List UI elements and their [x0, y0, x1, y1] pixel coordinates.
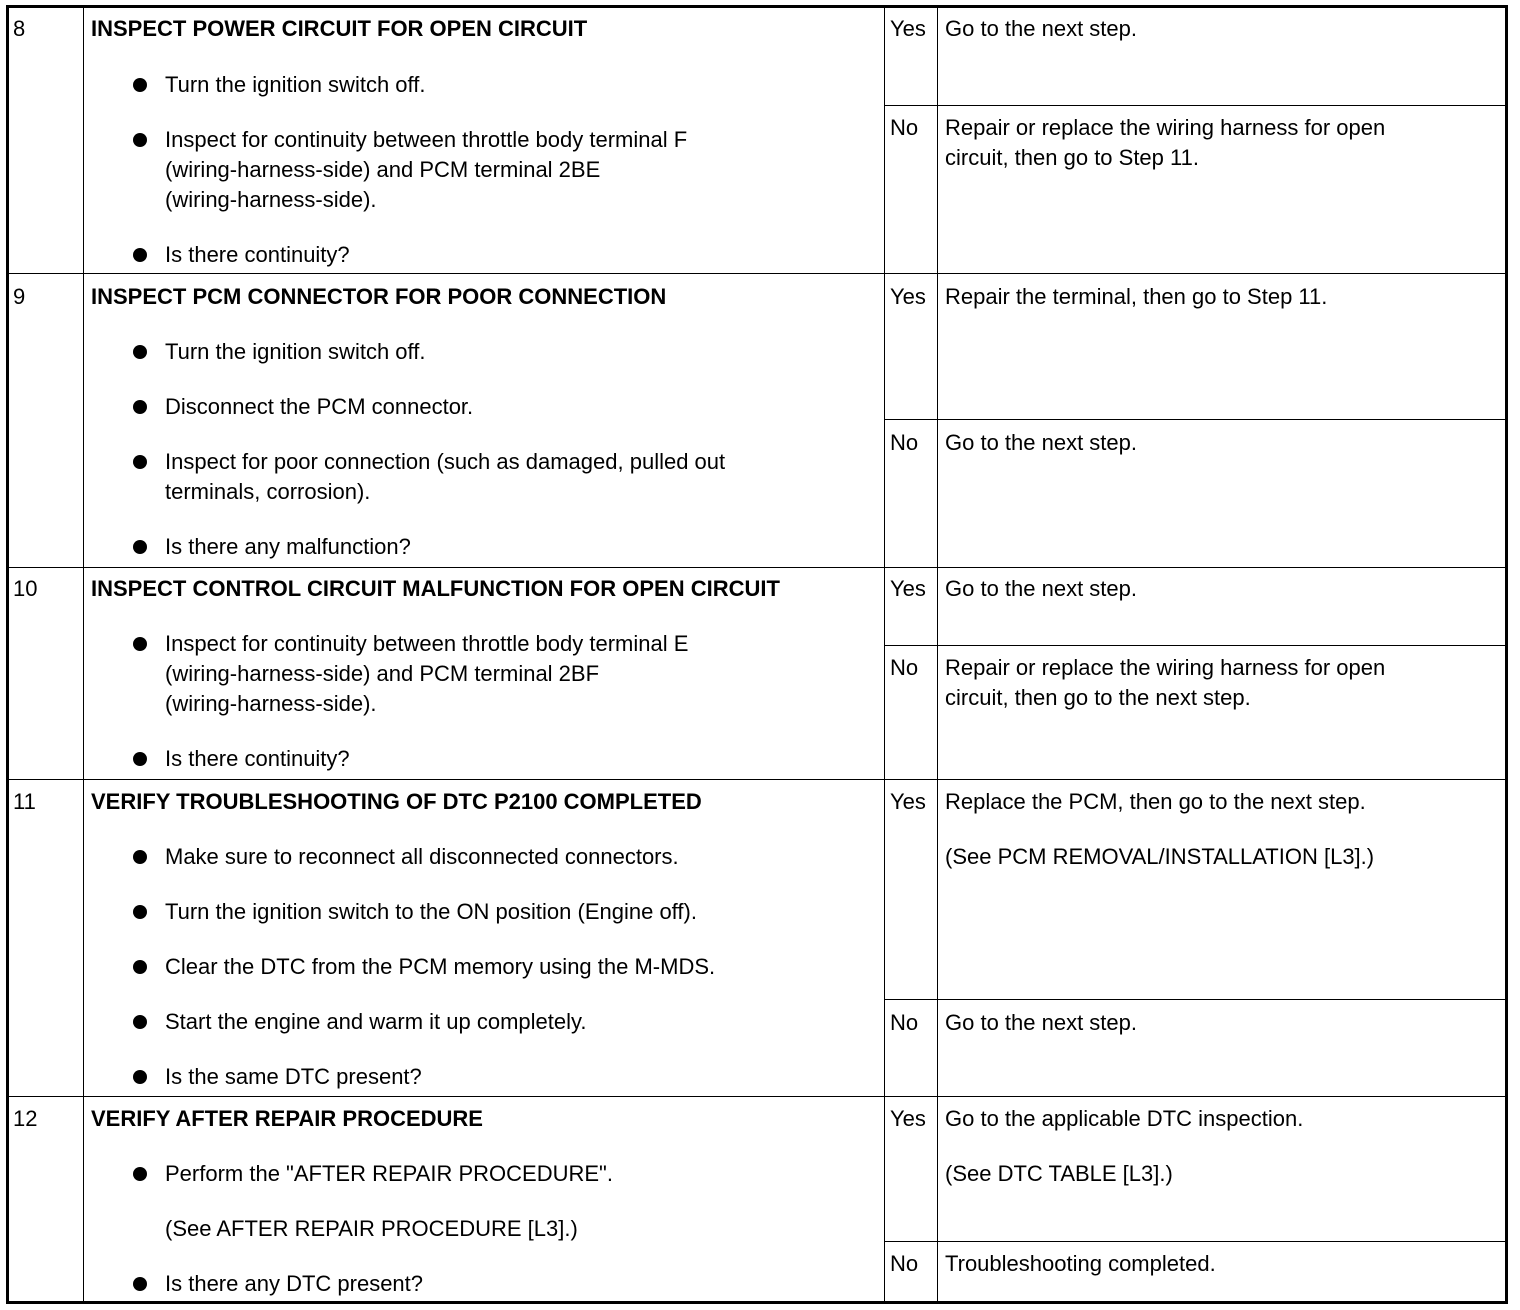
yes-label: Yes: [890, 1106, 926, 1131]
yes-no-divider: [885, 419, 1505, 420]
yes-label: Yes: [890, 284, 926, 309]
step-title: INSPECT POWER CIRCUIT FOR OPEN CIRCUIT: [91, 16, 588, 41]
step-number: 10: [13, 576, 38, 601]
step-instruction: Perform the "AFTER REPAIR PROCEDURE".: [165, 1161, 613, 1186]
step-title: VERIFY TROUBLESHOOTING OF DTC P2100 COMPLETED: [91, 789, 702, 814]
step-instruction-cont: terminals, corrosion).: [165, 479, 371, 504]
row-divider: [9, 567, 1505, 568]
yes-action: Go to the applicable DTC inspection.: [945, 1106, 1304, 1131]
bullet-icon: [133, 1015, 147, 1029]
bullet-icon: [133, 850, 147, 864]
yes-action-reference: (See DTC TABLE [L3].): [945, 1161, 1173, 1186]
no-action: Go to the next step.: [945, 430, 1138, 455]
no-action: Troubleshooting completed.: [945, 1251, 1216, 1276]
bullet-icon: [133, 905, 147, 919]
step-number: 12: [13, 1106, 38, 1131]
step-title: INSPECT CONTROL CIRCUIT MALFUNCTION FOR OPEN CIRCUIT: [91, 576, 780, 601]
step-question: Is the same DTC present?: [165, 1064, 422, 1089]
yes-action: Replace the PCM, then go to the next step.: [945, 789, 1366, 814]
step-instruction: Make sure to reconnect all disconnected connectors.: [165, 844, 679, 869]
yes-action: Go to the next step.: [945, 576, 1138, 601]
yes-action-reference: (See PCM REMOVAL/INSTALLATION [L3].): [945, 844, 1375, 869]
row-divider: [9, 779, 1505, 780]
no-action-cont: circuit, then go to the next step.: [945, 685, 1251, 710]
bullet-icon: [133, 637, 147, 651]
step-instruction: Start the engine and warm it up completely.: [165, 1009, 587, 1034]
step-instruction: Disconnect the PCM connector.: [165, 394, 474, 419]
step-question: Is there any DTC present?: [165, 1271, 424, 1296]
yes-label: Yes: [890, 789, 926, 814]
column-divider-action: [937, 8, 938, 1301]
step-question: Is there any malfunction?: [165, 534, 411, 559]
yes-action: Go to the next step.: [945, 16, 1138, 41]
bullet-icon: [133, 1167, 147, 1181]
no-action: Go to the next step.: [945, 1010, 1138, 1035]
bullet-icon: [133, 345, 147, 359]
step-instruction-cont: (wiring-harness-side).: [165, 187, 377, 212]
yes-no-divider: [885, 1241, 1505, 1242]
step-question: Is there continuity?: [165, 242, 350, 267]
column-divider-yes-no: [884, 8, 885, 1301]
row-divider: [9, 273, 1505, 274]
bullet-icon: [133, 248, 147, 262]
step-instruction-cont: (wiring-harness-side) and PCM terminal 2BF: [165, 661, 600, 686]
no-label: No: [890, 1010, 919, 1035]
bullet-icon: [133, 78, 147, 92]
no-action-cont: circuit, then go to Step 11.: [945, 145, 1199, 170]
step-number: 8: [13, 16, 26, 41]
yes-no-divider: [885, 645, 1505, 646]
no-label: No: [890, 655, 919, 680]
step-instruction-cont: (wiring-harness-side) and PCM terminal 2BE: [165, 157, 601, 182]
no-action: Repair or replace the wiring harness for open: [945, 115, 1386, 140]
step-instruction: Inspect for poor connection (such as damaged, pulled out: [165, 449, 726, 474]
row-divider: [9, 1096, 1505, 1097]
yes-label: Yes: [890, 16, 926, 41]
no-label: No: [890, 1251, 919, 1276]
bullet-icon: [133, 455, 147, 469]
step-instruction-cont: (wiring-harness-side).: [165, 691, 377, 716]
yes-action: Repair the terminal, then go to Step 11.: [945, 284, 1328, 309]
step-number: 11: [13, 789, 36, 814]
step-instruction: Turn the ignition switch off.: [165, 339, 426, 364]
step-instruction: Inspect for continuity between throttle body terminal F: [165, 127, 688, 152]
step-title: INSPECT PCM CONNECTOR FOR POOR CONNECTION: [91, 284, 667, 309]
troubleshooting-table: [6, 5, 1508, 1304]
no-label: No: [890, 430, 919, 455]
step-number: 9: [13, 284, 26, 309]
step-instruction: Clear the DTC from the PCM memory using the M-MDS.: [165, 954, 716, 979]
bullet-icon: [133, 1070, 147, 1084]
step-instruction: Inspect for continuity between throttle body terminal E: [165, 631, 689, 656]
yes-label: Yes: [890, 576, 926, 601]
bullet-icon: [133, 1277, 147, 1291]
bullet-icon: [133, 752, 147, 766]
step-instruction: Turn the ignition switch off.: [165, 72, 426, 97]
bullet-icon: [133, 400, 147, 414]
step-title: VERIFY AFTER REPAIR PROCEDURE: [91, 1106, 483, 1131]
yes-no-divider: [885, 105, 1505, 106]
bullet-icon: [133, 540, 147, 554]
bullet-icon: [133, 960, 147, 974]
step-reference: (See AFTER REPAIR PROCEDURE [L3].): [165, 1216, 578, 1241]
yes-no-divider: [885, 999, 1505, 1000]
bullet-icon: [133, 133, 147, 147]
column-divider-number: [83, 8, 84, 1301]
no-label: No: [890, 115, 919, 140]
step-question: Is there continuity?: [165, 746, 350, 771]
no-action: Repair or replace the wiring harness for open: [945, 655, 1386, 680]
step-instruction: Turn the ignition switch to the ON position (Engine off).: [165, 899, 697, 924]
